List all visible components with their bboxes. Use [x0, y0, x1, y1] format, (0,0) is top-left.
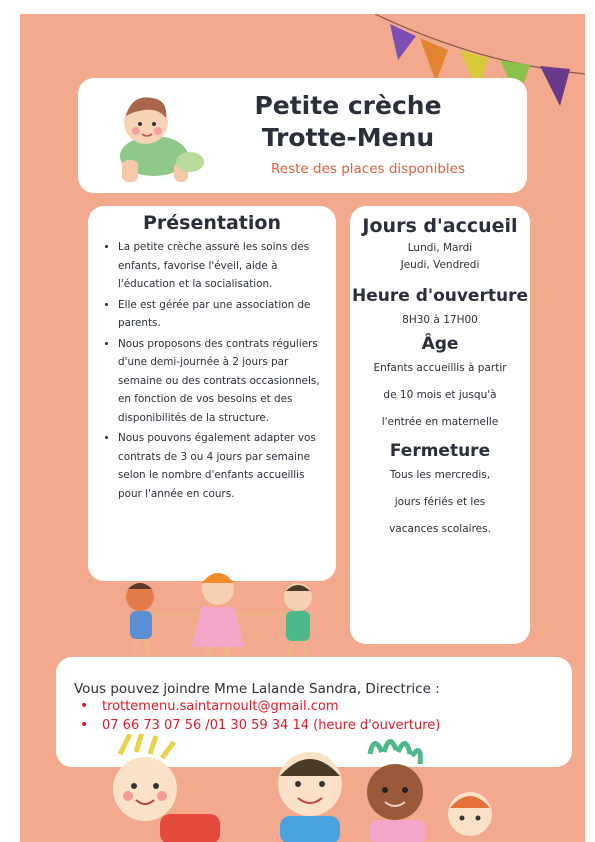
subtitle: Reste des places disponibles	[271, 161, 465, 177]
crawling-baby-icon	[92, 86, 212, 186]
contact-list	[102, 697, 440, 735]
title-card	[78, 78, 527, 193]
age-heading: Âge	[421, 334, 459, 354]
presentation-heading: Présentation	[143, 212, 281, 234]
title-line1: Petite crèche	[254, 91, 442, 120]
list-item: • La petite crèche assure les soins des enfants, favorise l'éveil, aide à l'éducation et la socialisation.	[118, 238, 324, 294]
list-item: • Elle est gérée par une association de parents.	[118, 296, 324, 333]
presentation-card	[88, 206, 336, 581]
list-item: • Nous pouvons également adapter vos contrats de 3 ou 4 jours par semaine selon le nombre d'enfants accueillis pour l'année en cours.	[118, 429, 324, 503]
jours-line1: Lundi, Mardi	[407, 242, 473, 254]
heure-heading: Heure d'ouverture	[352, 286, 528, 306]
list-item: • Nous proposons des contrats réguliers d'une demi-journée à 2 jours par semaine ou des contrats occasionnels, en fonction de vos besoins et des disponibilités de la structure.	[118, 335, 324, 428]
fermeture-heading: Fermeture	[389, 441, 491, 461]
presentation-list	[88, 238, 336, 503]
heure-value: 8H30 à 17H00	[402, 314, 478, 326]
phone-numbers: • 07 66 73 07 56 /01 30 59 34 14 (heure d'ouverture)	[102, 716, 440, 735]
children-faces-icon	[100, 734, 520, 842]
fermeture-line3: vacances scolaires.	[389, 523, 491, 535]
poster	[20, 14, 585, 842]
children-holding-hands-icon	[110, 559, 330, 669]
age-line2: de 10 mois et jusqu'à	[383, 389, 497, 401]
jours-line2: Jeudi, Vendredi	[400, 259, 480, 271]
info-card	[350, 206, 530, 644]
title-line2: Trotte-Menu	[261, 123, 435, 152]
fermeture-line2: jours fériés et les	[394, 496, 486, 508]
age-line3: l'entrée en maternelle	[381, 416, 499, 428]
jours-heading: Jours d'accueil	[362, 215, 518, 237]
fermeture-line1: Tous les mercredis,	[389, 469, 491, 481]
contact-intro: Vous pouvez joindre Mme Lalande Sandra, Directrice :	[74, 681, 440, 697]
page-title	[238, 90, 458, 154]
age-line1: Enfants accueillis à partir	[373, 362, 507, 374]
email-link[interactable]: • trottemenu.saintarnoult@gmail.com	[102, 697, 440, 716]
